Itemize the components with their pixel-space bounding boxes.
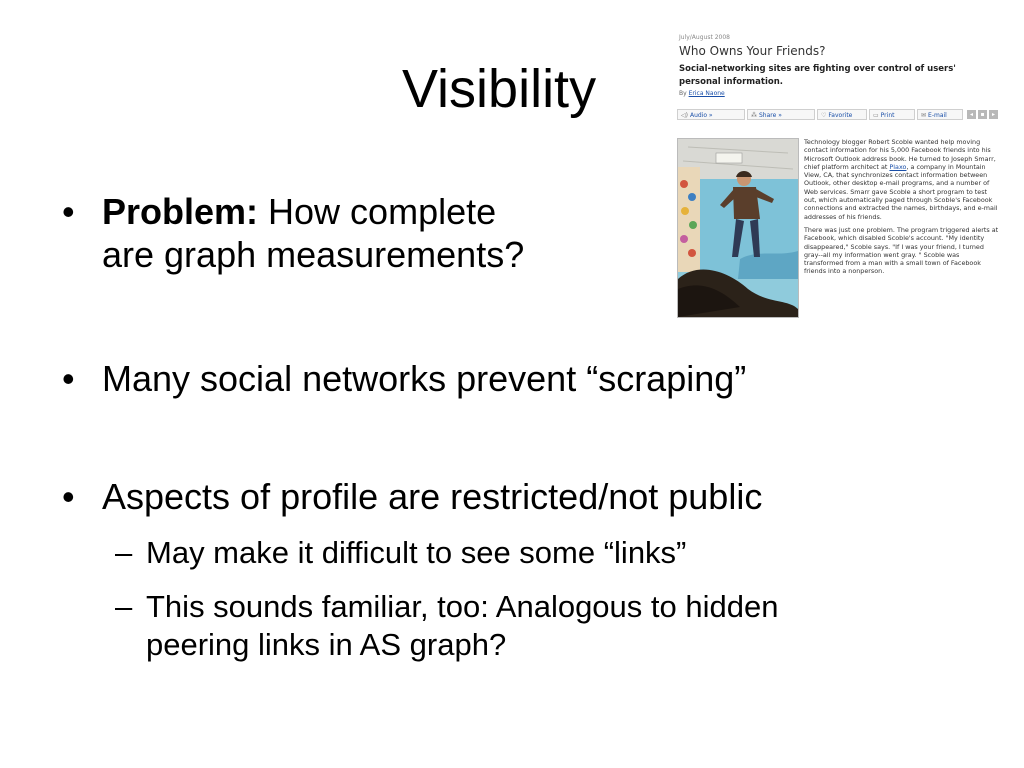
printer-icon: ▭ (873, 112, 879, 119)
share-button (747, 109, 815, 120)
article-clipping (673, 34, 999, 320)
subbullet-dash: – (115, 535, 133, 570)
article-byline (679, 90, 725, 97)
bullet-text: Aspects of profile are restricted/not public (102, 476, 763, 517)
bullet-dot: • (62, 476, 75, 517)
email-button (917, 109, 963, 120)
article-paragraph-1 (804, 138, 999, 221)
article-title: Who Owns Your Friends? (679, 44, 826, 58)
paragraph-1-part-b: , a company in Mountain View, CA, that synchronizes contact information between Outlook, other desktop e-mail programs, and a number of Web services. Smarr gave Scoble a short program to test out, which automatically paged through Scoble's Facebook connections and extracted the names, birthdays, and e-mail addresses of his friends. (804, 162, 998, 221)
email-label: E-mail (928, 112, 947, 119)
jumping-man-photo (678, 139, 798, 317)
text-size-down-icon: ◂ (967, 110, 976, 119)
bullet-dot: • (62, 358, 75, 399)
text-size-up-icon: ▸ (989, 110, 998, 119)
bullet-dot: • (62, 191, 75, 232)
slide-title: Visibility (402, 59, 597, 119)
favorite-button (817, 109, 867, 120)
article-date: July/August 2008 (679, 34, 730, 41)
text-size-icon: ▪ (978, 110, 987, 119)
article-photo (677, 138, 799, 318)
bullet-bold-label: Problem: (102, 191, 259, 232)
subbullet-text (146, 588, 778, 664)
bullet-text: Many social networks prevent “scraping” (102, 358, 747, 399)
author-link: Erica Naone (688, 90, 725, 97)
speaker-icon: ◁) (681, 112, 688, 119)
audio-label: Audio » (689, 112, 713, 119)
paragraph-1-part-a: Technology blogger Robert Scoble wanted help moving contact information for his 5,000 Facebook friends into his Microsoft Outlook address book. He turned to Joseph Smarr, chief platform architect at (804, 138, 996, 171)
article-paragraph-2: There was just one problem. The program triggered alerts at Facebook, which disabled Scoble's account. "My identity disappeared," Scoble says. "If I was your friend, I turned gray--all my information went gray. " Scoble was transformed from a man with a small town of Facebook friends into a nonperson. (804, 225, 999, 276)
article-body (804, 138, 999, 281)
subbullet-text-line1: This sounds familiar, too: Analogous to hidden (146, 589, 779, 624)
print-button (869, 109, 915, 120)
article-toolbar (677, 109, 997, 122)
subbullet-dash: – (115, 589, 133, 624)
heart-icon: ♡ (821, 112, 827, 119)
envelope-icon: ✉ (921, 112, 927, 119)
bullet-text (102, 190, 524, 276)
subbullet-text-line2: peering links in AS graph? (146, 627, 507, 662)
article-subtitle: Social-networking sites are fighting over control of users' personal information. (679, 64, 956, 87)
audio-button (677, 109, 745, 120)
bullet-text-line1: How complete (258, 191, 497, 232)
share-icon: ⁂ (751, 112, 757, 119)
bullet-text-line2: are graph measurements? (102, 234, 525, 275)
favorite-label: Favorite (828, 112, 853, 119)
plaxo-link: Plaxo (889, 162, 907, 171)
subbullet-text: May make it difficult to see some “links” (146, 535, 687, 570)
print-label: Print (880, 112, 895, 119)
share-label: Share » (759, 112, 782, 119)
byline-prefix: By (679, 90, 687, 97)
